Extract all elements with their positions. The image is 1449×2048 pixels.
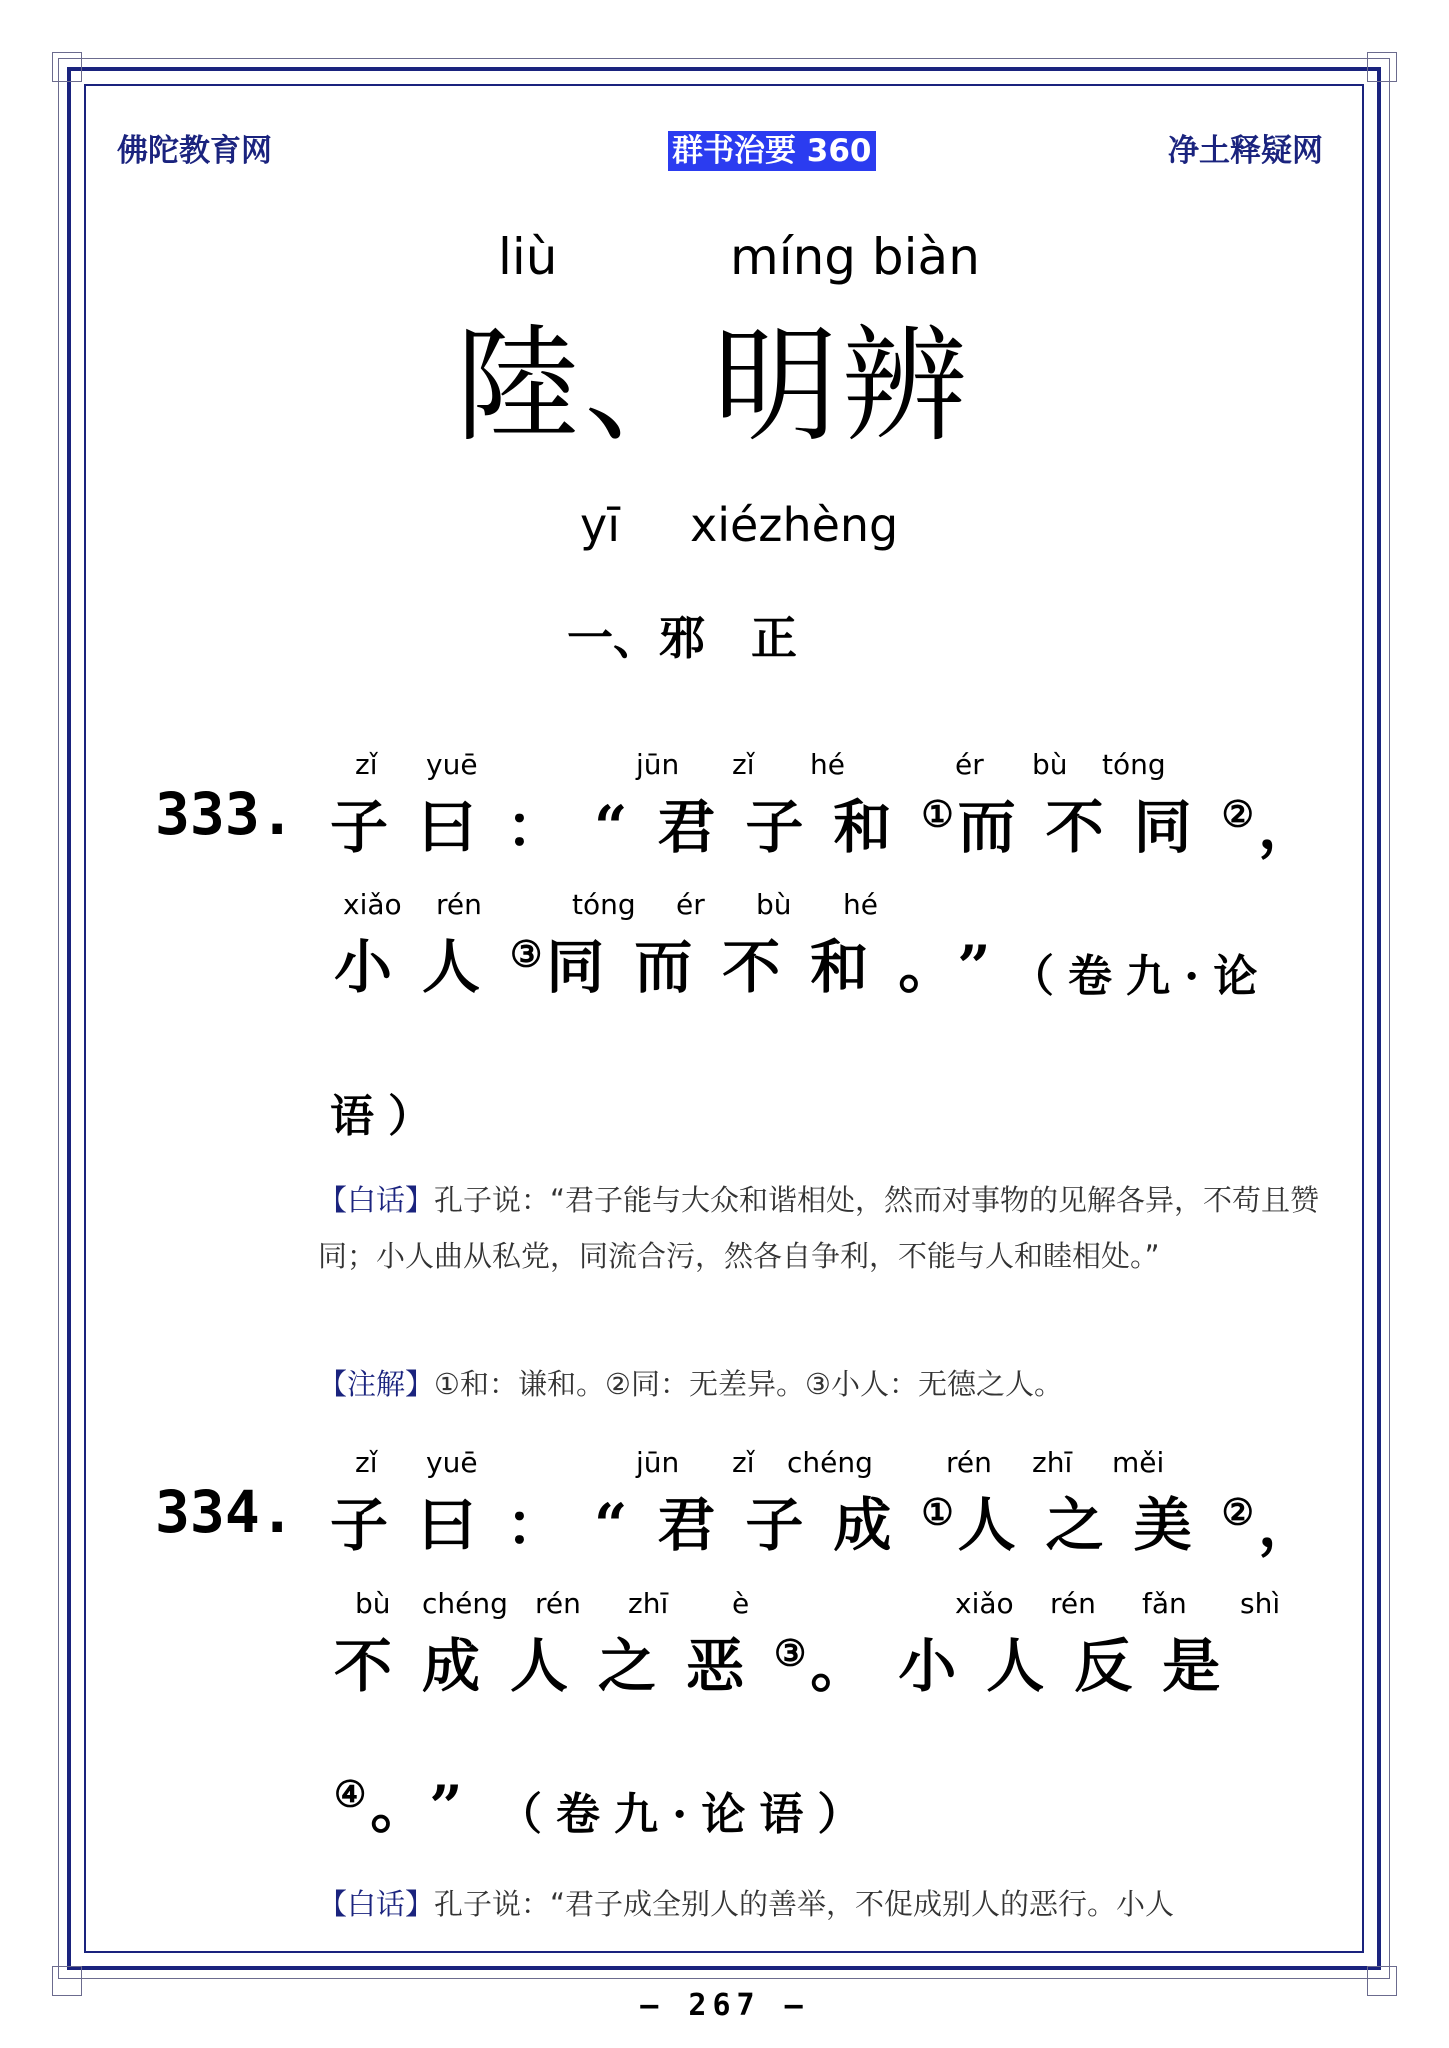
verse-line <box>334 1619 1250 1703</box>
section-title: 一、邪 正 <box>567 611 797 665</box>
pinyin: fǎn <box>1142 1587 1187 1620</box>
verse-text: 子曰：“君子和 <box>330 793 922 861</box>
pinyin: rén <box>535 1587 581 1620</box>
pinyin: xiǎo <box>343 888 402 921</box>
footnote-marker: ④ <box>334 1773 371 1816</box>
pinyin: zǐ <box>732 748 755 781</box>
pinyin: bù <box>756 888 792 921</box>
header-right-site: 净土释疑网 <box>1168 133 1323 169</box>
pinyin: zhī <box>1032 1446 1073 1479</box>
verse-line <box>330 1478 1346 1562</box>
pinyin: ér <box>676 888 705 921</box>
vernacular-translation <box>318 1172 1323 1284</box>
vernacular-text: 孔子说：“君子能与大众和谐相处，然而对事物的见解各异，不苟且赞同；小人曲从私党，同流合污，然各自争利，不能与人和睦相处。” <box>318 1183 1320 1273</box>
footnote-marker: ③ <box>510 933 547 976</box>
page-number: – 267 – <box>640 1988 809 2023</box>
pinyin: hé <box>810 748 845 781</box>
verse-text: ， <box>1257 1491 1346 1559</box>
entry-number: 334. <box>155 1478 295 1546</box>
footnote-marker: ① <box>921 793 958 836</box>
header-title-highlight: 群书治要 360 <box>668 131 876 171</box>
verse-line <box>334 1760 493 1844</box>
verse-line <box>334 920 1021 1004</box>
pinyin: hé <box>843 888 878 921</box>
vernacular-label: 【白话】 <box>318 1183 435 1217</box>
pinyin: ér <box>955 748 984 781</box>
source-citation: （卷九·论 <box>1010 951 1272 1002</box>
pinyin: chéng <box>787 1446 873 1479</box>
pinyin: zǐ <box>355 748 378 781</box>
pinyin: tóng <box>572 888 636 921</box>
pinyin: měi <box>1112 1446 1165 1479</box>
frame-corner <box>1367 52 1397 82</box>
footnote-marker: ① <box>921 1491 958 1534</box>
verse-text: 。” <box>370 1773 493 1841</box>
pinyin: rén <box>946 1446 992 1479</box>
entry-number: 333. <box>155 780 295 848</box>
vernacular-translation <box>318 1876 1323 1932</box>
pinyin: xiǎo <box>955 1587 1014 1620</box>
pinyin: zǐ <box>732 1446 755 1479</box>
vernacular-text: 孔子说：“君子成全别人的善举，不促成别人的恶行。小人 <box>434 1887 1175 1921</box>
verse-text: 子曰：“君子成 <box>330 1491 922 1559</box>
header-left-site: 佛陀教育网 <box>117 133 272 169</box>
pinyin: tóng <box>1102 748 1166 781</box>
notes-label: 【注解】 <box>318 1367 435 1401</box>
verse-text: 而不同 <box>957 793 1222 861</box>
vernacular-label: 【白话】 <box>318 1887 435 1921</box>
footnote-marker: ② <box>1221 1491 1258 1534</box>
chapter-pinyin-1: liù <box>498 228 558 286</box>
section-pinyin-1: yī <box>580 498 621 552</box>
verse-text: ， <box>1257 793 1346 861</box>
notes-text: ①和：谦和。②同：无差异。③小人：无德之人。 <box>434 1367 1064 1401</box>
pinyin: yuē <box>426 1446 478 1479</box>
footnote-marker: ② <box>1221 793 1258 836</box>
source-citation: （卷九·论语） <box>498 1789 876 1840</box>
pinyin: chéng <box>422 1587 508 1620</box>
verse-text: 小人 <box>334 933 511 1001</box>
pinyin: zhī <box>628 1587 669 1620</box>
pinyin: rén <box>436 888 482 921</box>
pinyin: jūn <box>636 1446 680 1479</box>
pinyin: bù <box>355 1587 391 1620</box>
pinyin: rén <box>1050 1587 1096 1620</box>
notes <box>318 1356 1323 1412</box>
verse-text: 同而不和。” <box>546 933 1021 1001</box>
pinyin: bù <box>1032 748 1068 781</box>
source-citation-cont: 语） <box>330 1091 446 1142</box>
pinyin: jūn <box>636 748 680 781</box>
chapter-pinyin-2: míng biàn <box>730 228 980 286</box>
footnote-marker: ③ <box>774 1632 811 1675</box>
pinyin: zǐ <box>355 1446 378 1479</box>
pinyin: shì <box>1240 1587 1281 1620</box>
verse-text: 。小人反是 <box>810 1632 1251 1700</box>
pinyin: è <box>732 1587 750 1620</box>
pinyin: yuē <box>426 748 478 781</box>
verse-line <box>330 780 1346 864</box>
verse-text: 不成人之恶 <box>334 1632 775 1700</box>
section-pinyin-2: xiézhèng <box>690 498 899 552</box>
verse-text: 人之美 <box>957 1491 1222 1559</box>
header-title <box>668 125 876 170</box>
chapter-title: 陸、明辨 <box>455 314 971 459</box>
frame-corner <box>52 52 82 82</box>
